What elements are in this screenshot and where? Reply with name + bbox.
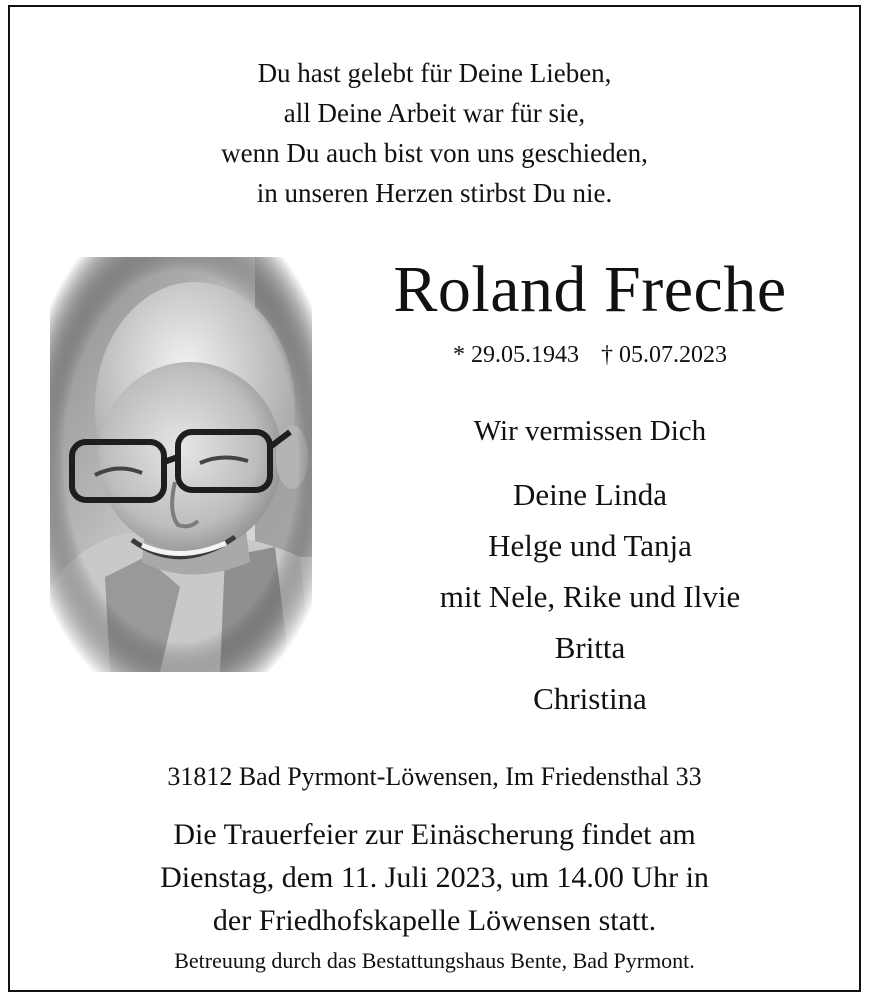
mourner-name: Christina [533,681,647,716]
birth-date: * 29.05.1943 [453,342,579,368]
ceremony-line: Die Trauerfeier zur Einäscherung findet am [173,818,696,851]
verse-line: Du hast gelebt für Deine Lieben, [257,58,612,88]
portrait-photo [50,257,312,672]
mourner-name: mit Nele, Rike und Ilvie [439,579,741,614]
deceased-name: Roland Freche [393,253,787,326]
life-dates [330,339,850,371]
undertaker-note: Betreuung durch das Bestattungshaus Bente, Bad Pyrmont. [174,948,695,973]
verse-line: wenn Du auch bist von uns geschieden, [221,138,648,168]
verse-line: in unseren Herzen stirbst Du nie. [256,178,613,208]
mourners-list [330,469,850,724]
ceremony-line: Dienstag, dem 11. Juli 2023, um 14.00 Uhr in [160,861,709,894]
mourner-name: Deine Linda [512,477,668,512]
mourner-name: Helge und Tanja [488,528,692,563]
family-address: 31812 Bad Pyrmont-Löwensen, Im Friedensthal 33 [167,762,702,791]
death-date: † 05.07.2023 [601,342,727,368]
mourner-name: Britta [554,630,626,665]
ceremony-notice [10,813,859,942]
memorial-verse [10,53,859,213]
ceremony-line: der Friedhofskapelle Löwensen statt. [212,904,657,937]
verse-line: all Deine Arbeit war für sie, [283,98,586,128]
mourners-intro: Wir vermissen Dich [473,415,707,447]
obituary-frame [8,5,861,992]
